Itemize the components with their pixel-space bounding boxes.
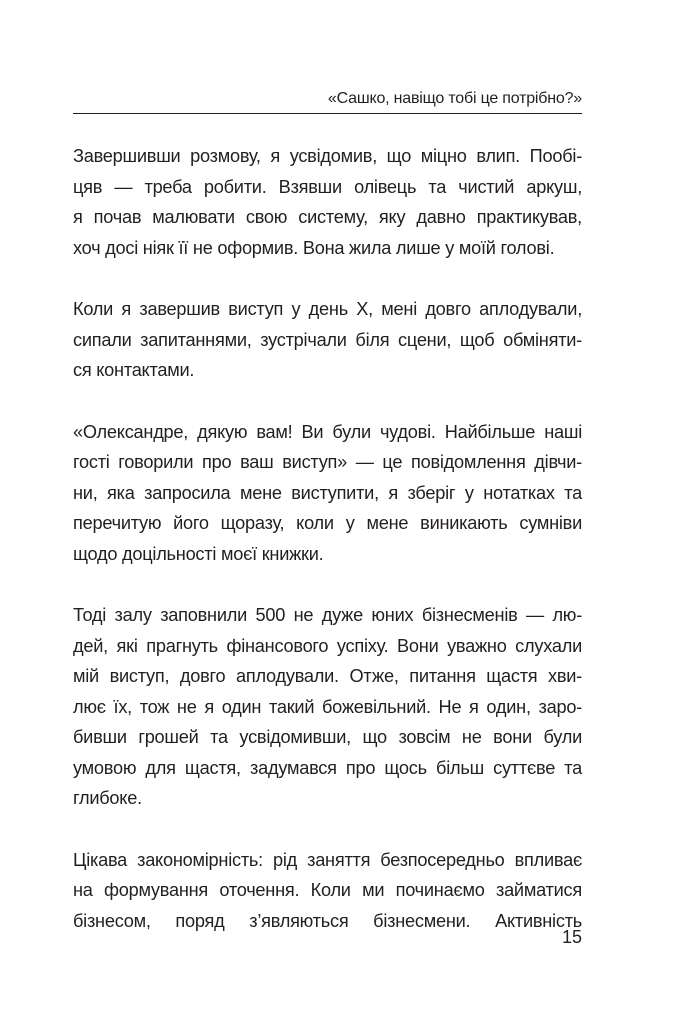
text-line: я почав малювати свою систему, яку давно практикував, bbox=[73, 207, 582, 227]
text-line: «Олександре, дякую вам! Ви були чудові. Найбільше наші bbox=[73, 421, 582, 442]
text-line: щодо доцільності моєї книжки. bbox=[73, 543, 324, 564]
text-line: лює їх, тож не я один такий божевільний. Не я один, заро- bbox=[73, 696, 582, 717]
paragraph-2 bbox=[73, 294, 582, 386]
text-line: гості говорили про ваш виступ» — це повідомлення дівчи- bbox=[73, 452, 582, 472]
text-line: ни, яка запросила мене виступити, я зберіг у нотатках та bbox=[73, 482, 582, 503]
text-line: цяв — треба робити. Взявши олівець та чистий аркуш, bbox=[73, 176, 582, 197]
page-number: 15 bbox=[561, 927, 582, 947]
text-line: бізнесом, поряд з’являються бізнесмени. Активність bbox=[73, 910, 582, 931]
paragraph-1 bbox=[73, 141, 582, 263]
text-line: перечитую його щоразу, коли у мене виникають сумніви bbox=[73, 513, 582, 533]
text-line: хоч досі ніяк її не оформив. Вона жила лише у моїй голові. bbox=[73, 237, 555, 258]
text-line: Цікава закономірність: рід заняття безпосередньо впливає bbox=[73, 849, 582, 870]
text-line: Тоді залу заповнили 500 не дуже юних бізнесменів — лю- bbox=[73, 605, 582, 625]
body-text bbox=[73, 141, 582, 967]
paragraph-5 bbox=[73, 845, 582, 937]
text-line: Коли я завершив виступ у день Х, мені довго аплодували, bbox=[73, 299, 582, 319]
text-line: Завершивши розмову, я усвідомив, що міцно влип. Пообі- bbox=[73, 146, 582, 166]
paragraph-3 bbox=[73, 417, 582, 570]
header-rule bbox=[73, 113, 582, 114]
text-line: сипали запитаннями, зустрічали біля сцени, щоб обміняти- bbox=[73, 329, 582, 350]
text-line: умовою для щастя, задумався про щось більш суттєве та bbox=[73, 757, 582, 778]
text-line: мій виступ, довго аплодували. Отже, питання щастя хви- bbox=[73, 666, 582, 686]
paragraph-4 bbox=[73, 600, 582, 814]
running-header: «Сашко, навіщо тобі це потрібно?» bbox=[327, 90, 582, 107]
text-line: дей, які прагнуть фінансового успіху. Вони уважно слухали bbox=[73, 635, 582, 656]
text-line: глибоке. bbox=[73, 788, 142, 808]
text-line: на формування оточення. Коли ми починаємо займатися bbox=[73, 880, 582, 900]
text-line: ся контактами. bbox=[73, 360, 195, 380]
text-line: бивши грошей та усвідомивши, що зовсім не вони були bbox=[73, 727, 582, 747]
